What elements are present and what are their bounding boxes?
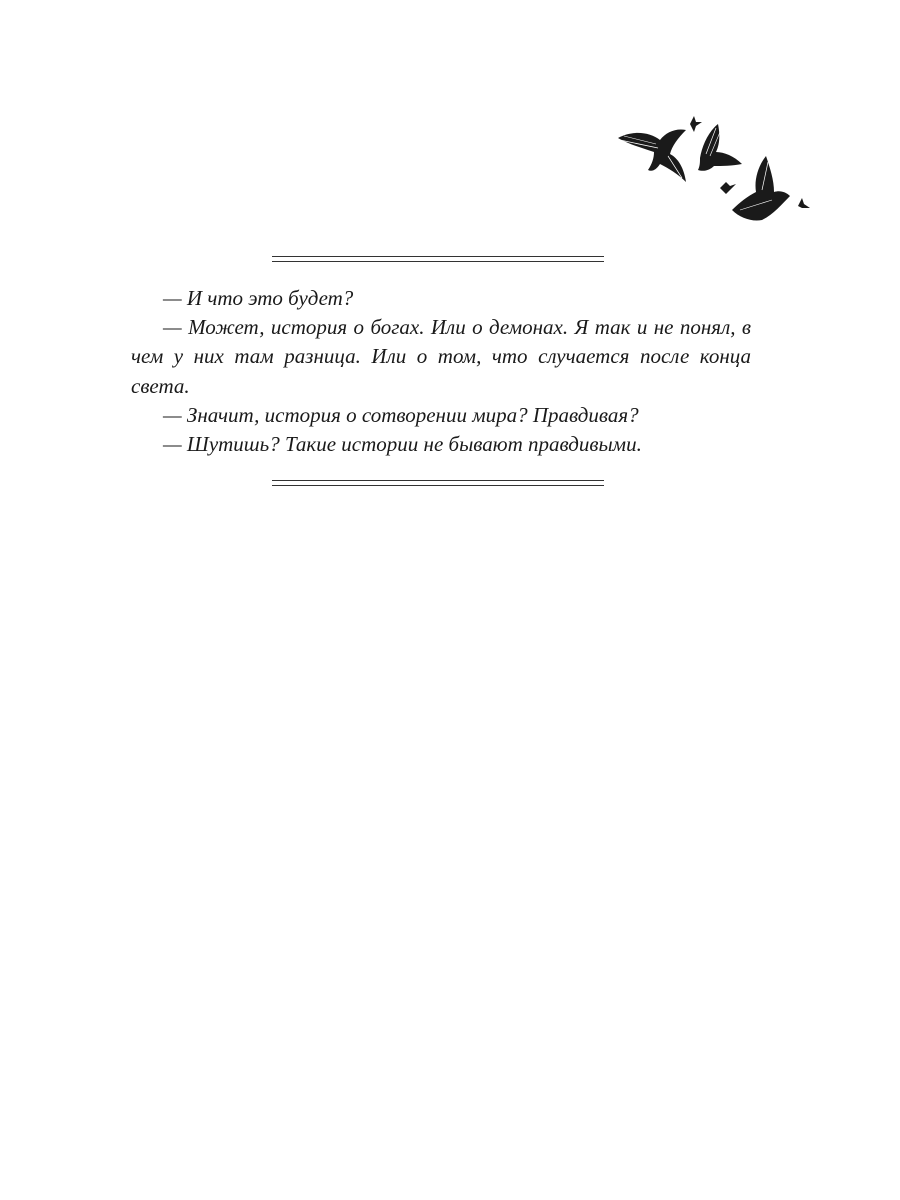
dialogue-line: — Может, история о богах. Или о демонах. Я так и не понял, в чем у них там разница. Или о том, что случается после конца света. xyxy=(131,315,751,398)
bottom-double-rule xyxy=(272,480,604,486)
top-double-rule xyxy=(272,256,604,262)
dialogue-line: — И что это будет? xyxy=(163,286,354,310)
flying-birds-icon xyxy=(612,110,812,230)
dialogue-text xyxy=(131,284,751,459)
dialogue-line: — Шутишь? Такие истории не бывают правдивыми. xyxy=(163,432,642,457)
dialogue-line: — Значит, история о сотворении мира? Правдивая? xyxy=(163,402,639,427)
